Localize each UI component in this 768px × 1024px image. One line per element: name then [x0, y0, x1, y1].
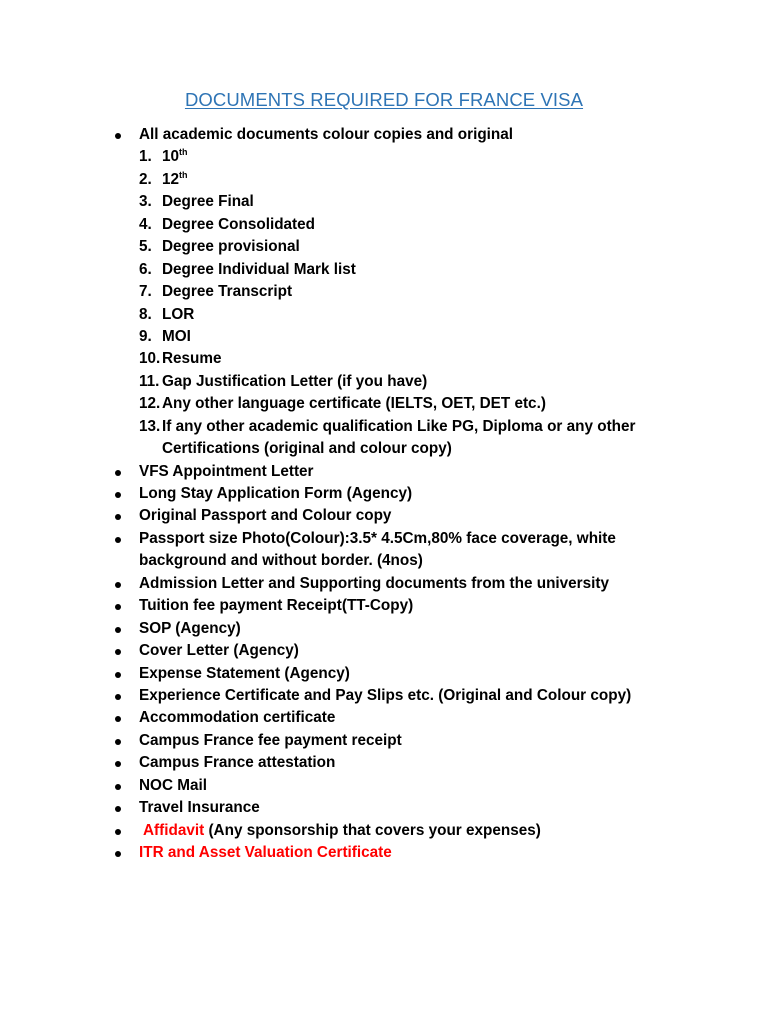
- item-text-main: 10: [162, 148, 180, 166]
- item-number: 3.: [139, 193, 152, 211]
- item-text: [162, 281, 292, 303]
- item-text-continuation: Certifications (original and colour copy): [162, 440, 452, 458]
- item-superscript: th: [179, 147, 188, 158]
- list-item: [0, 775, 768, 797]
- item-text: [162, 191, 254, 213]
- list-item-text: VFS Appointment Letter: [139, 462, 314, 480]
- item-text-main: If any other academic qualification Like PG, Diploma or any other: [162, 417, 636, 435]
- item-text-main: Degree Final: [162, 193, 254, 211]
- item-text: [162, 416, 635, 438]
- item-number: 12.: [139, 395, 161, 413]
- list-item-itr: [0, 842, 768, 864]
- item-text: [162, 304, 194, 326]
- item-text: [162, 169, 188, 191]
- list-item: [0, 685, 768, 707]
- list-item: [0, 752, 768, 774]
- item-number: 8.: [139, 305, 152, 323]
- bullet-icon: [115, 470, 121, 476]
- item-number: 2.: [139, 170, 152, 188]
- list-item-continuation: [0, 550, 768, 572]
- bullet-icon: [115, 133, 121, 139]
- numbered-item: [0, 326, 768, 348]
- item-text-main: Degree Transcript: [162, 283, 293, 301]
- bullet-icon: [115, 492, 121, 498]
- item-text-main: MOI: [162, 327, 191, 345]
- list-item: [0, 730, 768, 752]
- item-text: [162, 393, 546, 415]
- item-text: [162, 371, 427, 393]
- list-item-text: [143, 820, 541, 842]
- item-text-main: Degree Consolidated: [162, 215, 315, 233]
- item-text: [162, 214, 315, 236]
- bullet-icon: [115, 716, 121, 722]
- list-item: [0, 595, 768, 617]
- numbered-item: [0, 371, 768, 393]
- list-item-text: ITR and Asset Valuation Certificate: [139, 844, 392, 861]
- academic-sublist: [0, 146, 768, 460]
- list-item-text: Cover Letter (Agency): [139, 642, 299, 660]
- list-item-text: Tuition fee payment Receipt(TT-Copy): [139, 597, 414, 615]
- numbered-item: [0, 259, 768, 281]
- list-item-text: Admission Letter and Supporting documents from the university: [139, 574, 609, 592]
- numbered-item: [0, 304, 768, 326]
- document-list: [0, 124, 768, 864]
- list-item: [0, 505, 768, 527]
- list-item: [0, 483, 768, 505]
- list-item: [0, 640, 768, 662]
- item-text-main: LOR: [162, 305, 195, 323]
- item-number: 13.: [139, 417, 161, 435]
- list-item-text-continuation: background and without border. (4nos): [139, 552, 423, 570]
- list-item-text: Original Passport and Colour copy: [139, 507, 392, 525]
- list-item-text: NOC Mail: [139, 776, 207, 794]
- item-number: 1.: [139, 148, 152, 166]
- list-item: [0, 528, 768, 550]
- item-text-main: Any other language certificate (IELTS, OET, DET etc.): [162, 395, 546, 413]
- item-text: [162, 326, 191, 348]
- bullet-icon: [115, 761, 121, 767]
- numbered-item: [0, 393, 768, 415]
- list-item-text: Experience Certificate and Pay Slips etc. (Original and Colour copy): [139, 686, 632, 704]
- item-text-main: Degree Individual Mark list: [162, 260, 356, 278]
- numbered-item: [0, 348, 768, 370]
- bullet-icon: [115, 672, 121, 678]
- item-text-main: Degree provisional: [162, 238, 300, 256]
- list-item-text: Accommodation certificate: [139, 709, 336, 727]
- numbered-item: [0, 191, 768, 213]
- item-number: 7.: [139, 283, 152, 301]
- item-text-main: Resume: [162, 350, 222, 368]
- list-item: [0, 707, 768, 729]
- list-item: [0, 663, 768, 685]
- affidavit-note: (Any sponsorship that covers your expenses): [204, 821, 541, 839]
- list-item: [0, 573, 768, 595]
- bullet-icon: [115, 784, 121, 790]
- numbered-item: [0, 214, 768, 236]
- list-item-text: Campus France attestation: [139, 754, 336, 772]
- bullet-icon: [115, 649, 121, 655]
- item-text-main: 12: [162, 170, 180, 188]
- list-item-text: Passport size Photo(Colour):3.5* 4.5Cm,80% face coverage, white: [139, 529, 616, 547]
- page-title: DOCUMENTS REQUIRED FOR FRANCE VISA: [184, 89, 584, 110]
- bullet-icon: [115, 694, 121, 700]
- list-item-text: Expense Statement (Agency): [139, 664, 350, 682]
- bullet-icon: [115, 829, 121, 835]
- bullet-icon: [115, 604, 121, 610]
- numbered-item: [0, 236, 768, 258]
- item-text: [162, 146, 188, 168]
- list-item: [0, 618, 768, 640]
- list-item-text: SOP (Agency): [139, 619, 241, 637]
- item-number: 10.: [139, 350, 161, 368]
- bullet-icon: [115, 851, 121, 857]
- items-list: [0, 461, 768, 820]
- numbered-item: [0, 416, 768, 438]
- bullet-icon: [115, 739, 121, 745]
- bullet-icon: [115, 537, 121, 543]
- list-item-text: Long Stay Application Form (Agency): [139, 485, 413, 502]
- list-item-text: Campus France fee payment receipt: [139, 731, 402, 749]
- item-number: 6.: [139, 260, 152, 278]
- numbered-item: [0, 146, 768, 168]
- item-number: 4.: [139, 215, 152, 233]
- item-number: 11.: [139, 372, 160, 390]
- numbered-item: [0, 281, 768, 303]
- bullet-icon: [115, 514, 121, 520]
- list-item-affidavit: [0, 820, 768, 842]
- list-item-text: All academic documents colour copies and original: [139, 126, 514, 143]
- item-number: 5.: [139, 238, 152, 256]
- numbered-item-continuation: [0, 438, 768, 460]
- bullet-icon: [115, 806, 121, 812]
- item-text: [162, 236, 300, 258]
- item-text-main: Gap Justification Letter (if you have): [162, 372, 428, 390]
- affidavit-label: Affidavit: [143, 821, 205, 839]
- list-item-text: Travel Insurance: [139, 799, 260, 817]
- item-number: 9.: [139, 327, 152, 345]
- list-item: [0, 124, 768, 146]
- item-text: [162, 348, 222, 370]
- item-superscript: th: [179, 169, 188, 180]
- bullet-icon: [115, 627, 121, 633]
- list-item: [0, 461, 768, 483]
- numbered-item: [0, 169, 768, 191]
- list-item: [0, 797, 768, 819]
- item-text: [162, 259, 356, 281]
- bullet-icon: [115, 582, 121, 588]
